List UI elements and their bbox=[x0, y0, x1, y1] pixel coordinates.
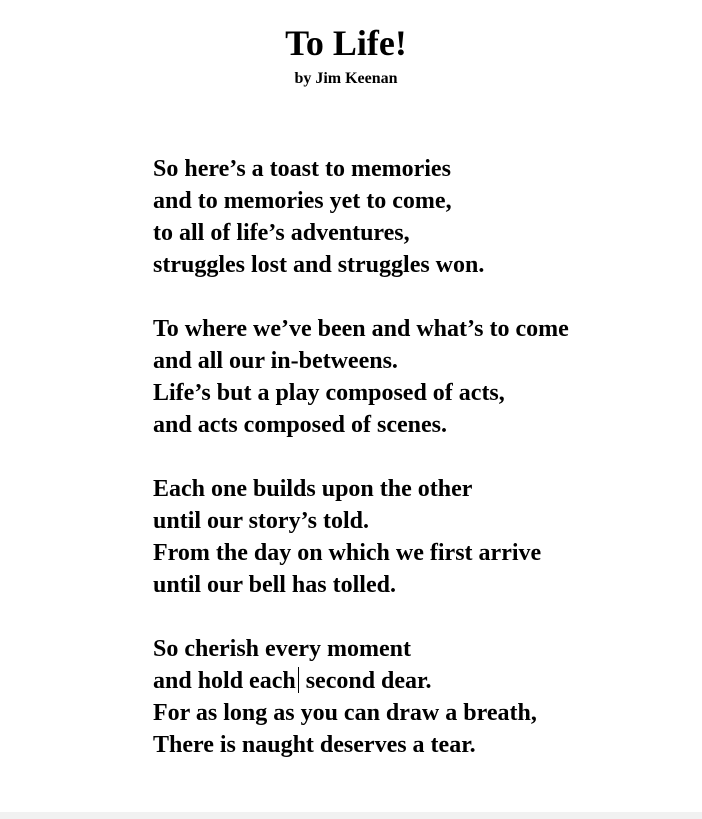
poem-line: To where we’ve been and what’s to come bbox=[153, 316, 569, 342]
poem-line: So here’s a toast to memories bbox=[153, 156, 451, 182]
poem-line: Life’s but a play composed of acts, bbox=[153, 380, 505, 406]
poem-line: From the day on which we first arrive bbox=[153, 540, 542, 566]
poem-line: and to memories yet to come, bbox=[153, 188, 452, 214]
poem-line: until our bell has tolled. bbox=[153, 572, 396, 598]
poem-line: to all of life’s adventures, bbox=[153, 220, 410, 246]
text-cursor bbox=[298, 667, 299, 693]
poem-line: So cherish every moment bbox=[153, 636, 411, 662]
poem-line: and all our in-betweens. bbox=[153, 348, 398, 374]
poem-line: struggles lost and struggles won. bbox=[153, 252, 485, 278]
caret-line-before: and hold each bbox=[153, 668, 296, 694]
stanza bbox=[153, 313, 569, 441]
poem-body bbox=[153, 153, 569, 793]
poem-line: Each one builds upon the other bbox=[153, 476, 473, 502]
stanza bbox=[153, 633, 569, 761]
stanza bbox=[153, 153, 569, 281]
poem-line: There is naught deserves a tear. bbox=[153, 732, 476, 758]
caret-line-after: second dear. bbox=[299, 668, 432, 694]
poem-byline: by Jim Keenan bbox=[294, 70, 398, 87]
poem-line: For as long as you can draw a breath, bbox=[153, 700, 537, 726]
bottom-scroll-strip bbox=[0, 812, 702, 819]
poem-line-with-caret[interactable] bbox=[153, 665, 569, 697]
poem-line: and acts composed of scenes. bbox=[153, 412, 447, 438]
stanza bbox=[153, 473, 569, 601]
poem-title: To Life! bbox=[285, 23, 407, 63]
poem-line: until our story’s told. bbox=[153, 508, 370, 534]
